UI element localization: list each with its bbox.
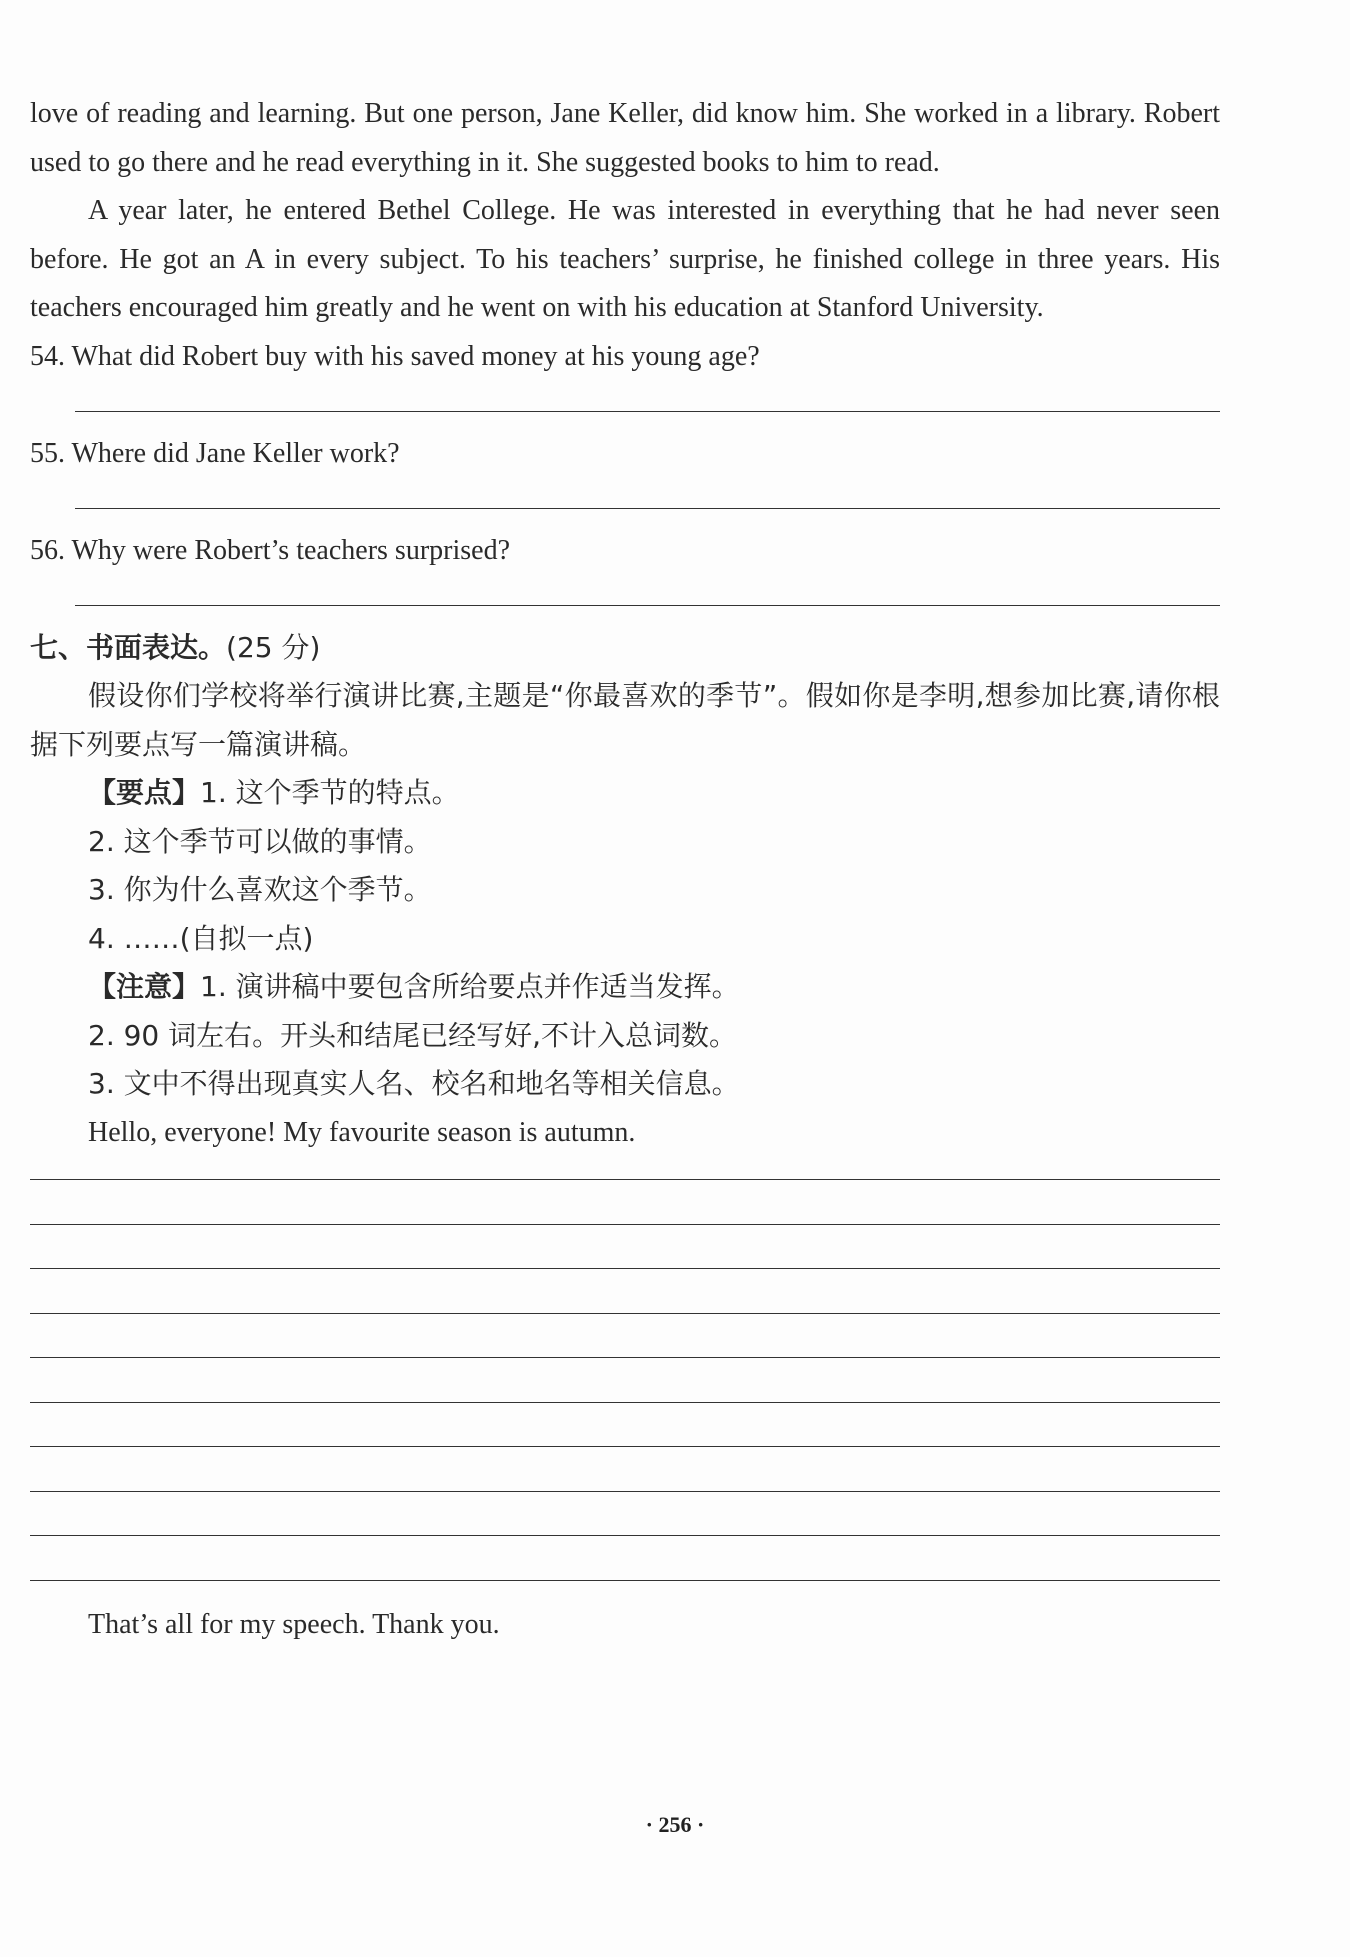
notes-item-2: 2. 90 词左右。开头和结尾已经写好,不计入总词数。	[88, 1018, 738, 1052]
question-55	[30, 430, 1220, 509]
writing-line[interactable]	[30, 1491, 1220, 1492]
notes-label: 【注意】	[88, 970, 201, 1003]
notes-item-1	[30, 963, 1220, 1012]
question-text: 55. Where did Jane Keller work?	[30, 437, 400, 469]
points-item-3: 3. 你为什么喜欢这个季节。	[88, 873, 432, 906]
point-text: 1. 这个季节的特点。	[200, 776, 460, 809]
writing-line[interactable]	[30, 1313, 1220, 1314]
question-text: 56. Why were Robert’s teachers surprised?	[30, 534, 510, 566]
question-56	[30, 527, 1220, 606]
notes-item-3: 3. 文中不得出现真实人名、校名和地名等相关信息。	[88, 1067, 740, 1100]
speech-closing: That’s all for my speech. Thank you.	[88, 1608, 500, 1640]
question-text: 54. What did Robert buy with his saved money at his young age?	[30, 340, 760, 372]
writing-line[interactable]	[30, 1535, 1220, 1536]
points-item-1	[30, 769, 1220, 818]
writing-line[interactable]	[30, 1357, 1220, 1358]
section-title-text: 七、书面表达。	[30, 630, 227, 664]
speech-opening: Hello, everyone! My favourite season is autumn.	[88, 1116, 636, 1148]
page-content	[30, 90, 1220, 1649]
page-number: · 256 ·	[645, 1812, 705, 1837]
writing-line[interactable]	[30, 1268, 1220, 1269]
writing-line[interactable]	[30, 1580, 1220, 1581]
points-item-4: 4. ……(自拟一点)	[88, 921, 314, 955]
passage-paragraph-1: love of reading and learning. But one person, Jane Keller, did know him. She worked in a library. Robert used to go there and he read everything in it. She suggested books to him to read.	[30, 98, 1220, 178]
passage-paragraph-2: A year later, he entered Bethel College. He was interested in everything that he had never seen before. He got an A in every subject. To his teachers’ surprise, he finished college in three years. His teachers encouraged him greatly and he went on with his education at Stanford University.	[30, 195, 1220, 323]
question-54	[30, 333, 1220, 412]
section-score: (25 分)	[226, 630, 321, 664]
writing-area[interactable]	[30, 1179, 1220, 1581]
points-item-2: 2. 这个季节可以做的事情。	[88, 824, 432, 858]
note-text: 1. 演讲稿中要包含所给要点并作适当发挥。	[200, 970, 740, 1003]
answer-line-55[interactable]	[75, 508, 1220, 509]
writing-line[interactable]	[30, 1224, 1220, 1225]
writing-section-title	[30, 624, 1220, 673]
answer-line-56[interactable]	[75, 605, 1220, 606]
points-label: 【要点】	[88, 776, 201, 809]
writing-line[interactable]	[30, 1402, 1220, 1403]
writing-line[interactable]	[30, 1446, 1220, 1447]
writing-prompt: 假设你们学校将举行演讲比赛,主题是“你最喜欢的季节”。假如你是李明,想参加比赛,请你根据下列要点写一篇演讲稿。	[30, 679, 1220, 761]
answer-line-54[interactable]	[75, 411, 1220, 412]
writing-line[interactable]	[30, 1179, 1220, 1180]
